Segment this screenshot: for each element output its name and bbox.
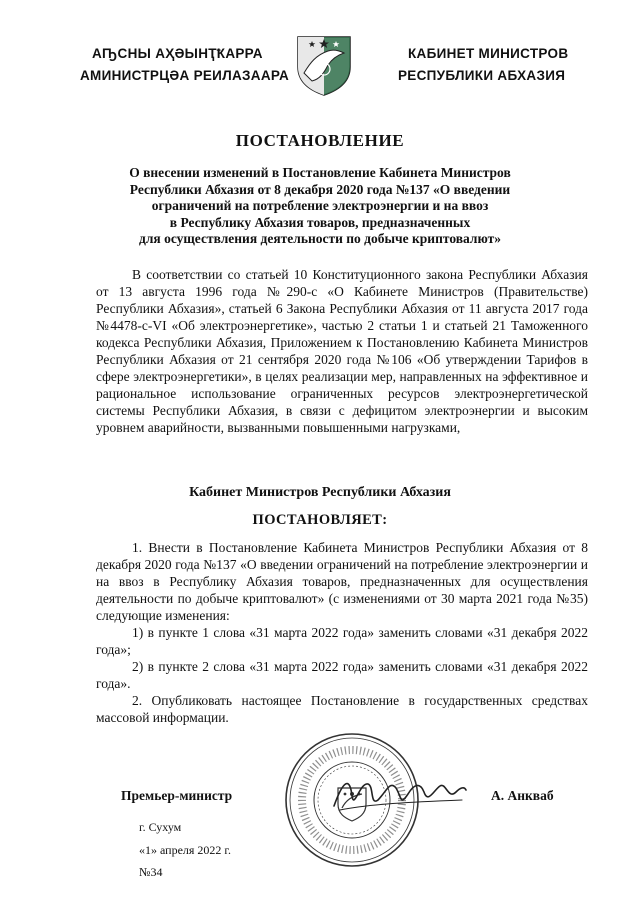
subtitle-line: для осуществления деятельности по добыче криптовалют»	[139, 231, 501, 247]
subtitle-line: ограничений на потребление электроэнергии и на ввоз	[151, 198, 489, 214]
resolution-subitem: 1) в пункте 1 слова «31 марта 2022 года» заменить словами «31 декабря 2022 года»;	[96, 625, 588, 657]
issue-city: г. Сухум	[139, 820, 182, 834]
resolves-heading: ПОСТАНОВЛЯЕТ:	[252, 512, 388, 528]
signatory-role: Премьер-министр	[121, 788, 233, 803]
resolution-item: 2. Опубликовать настоящее Постановление в государственных средствах массовой информации.	[96, 693, 588, 725]
subtitle-line: Республики Абхазия от 8 декабря 2020 года №137 «О введении	[129, 181, 511, 197]
document-subtitle	[100, 165, 540, 248]
document-number: №34	[139, 865, 163, 879]
header-left-line1: АҦСНЫ АҲӘЫНҬҞАРРА	[92, 46, 263, 61]
handwritten-signature-icon	[330, 770, 470, 820]
resolution-subitem: 2) в пункте 2 слова «31 марта 2022 года» заменить словами «31 декабря 2022 года».	[96, 659, 588, 691]
coat-of-arms-icon	[294, 33, 354, 97]
document-title: ПОСТАНОВЛЕНИЕ	[235, 131, 405, 150]
resolution-item: 1. Внести в Постановление Кабинета Министров Республики Абхазия от 8 декабря 2020 года №137 «О введении ограничений на потребление электроэнергии и на ввоз в Республику Абхазия товаров, предназначенных для осуществления деятельности по добыче криптовалют» (с изменениями от 30 марта 2021 года №35) следующие изменения:	[96, 540, 588, 623]
header-right-line1: КАБИНЕТ МИНИСТРОВ	[408, 46, 569, 61]
subtitle-line: в Республику Абхазия товаров, предназначенных	[169, 214, 471, 230]
header-right-line2: РЕСПУБЛИКИ АБХАЗИЯ	[398, 68, 566, 83]
preamble	[96, 266, 588, 436]
issuing-authority: Кабинет Министров Республики Абхазия	[189, 485, 451, 500]
preamble-paragraph: В соответствии со статьей 10 Конституционного закона Республики Абхазия от 13 августа 1996 года №290-с «О Кабинете Министров (Правительстве) Республики Абхазия», статьей 6 Закона Республики Абхазия от 11 августа 2017 года №4478-с-VI «Об электроэнергетике», частью 2 статьи 1 и статьей 21 Таможенного кодекса Республики Абхазия, Приложением к Постановлению Кабинета Министров Республики Абхазия от 21 сентября 2020 года №106 «Об утверждении Тарифов в сфере электроэнергетики», в целях реализации мер, направленных на эффективное и рациональное использование ограниченных ресурсов электроэнергетической системы Республики Абхазия, в связи с дефицитом электроэнергии и высоким уровнем аварийности, вызванными повышенными нагрузками,	[96, 267, 588, 435]
issue-date: «1» апреля 2022 г.	[139, 843, 231, 857]
signatory-name: А. Анкваб	[491, 788, 554, 803]
subtitle-line: О внесении изменений в Постановление Кабинета Министров	[129, 165, 511, 180]
header-left-line2: АМИНИСТРЦӘА РЕИЛАЗААРА	[80, 68, 290, 83]
resolution-items	[96, 539, 588, 726]
